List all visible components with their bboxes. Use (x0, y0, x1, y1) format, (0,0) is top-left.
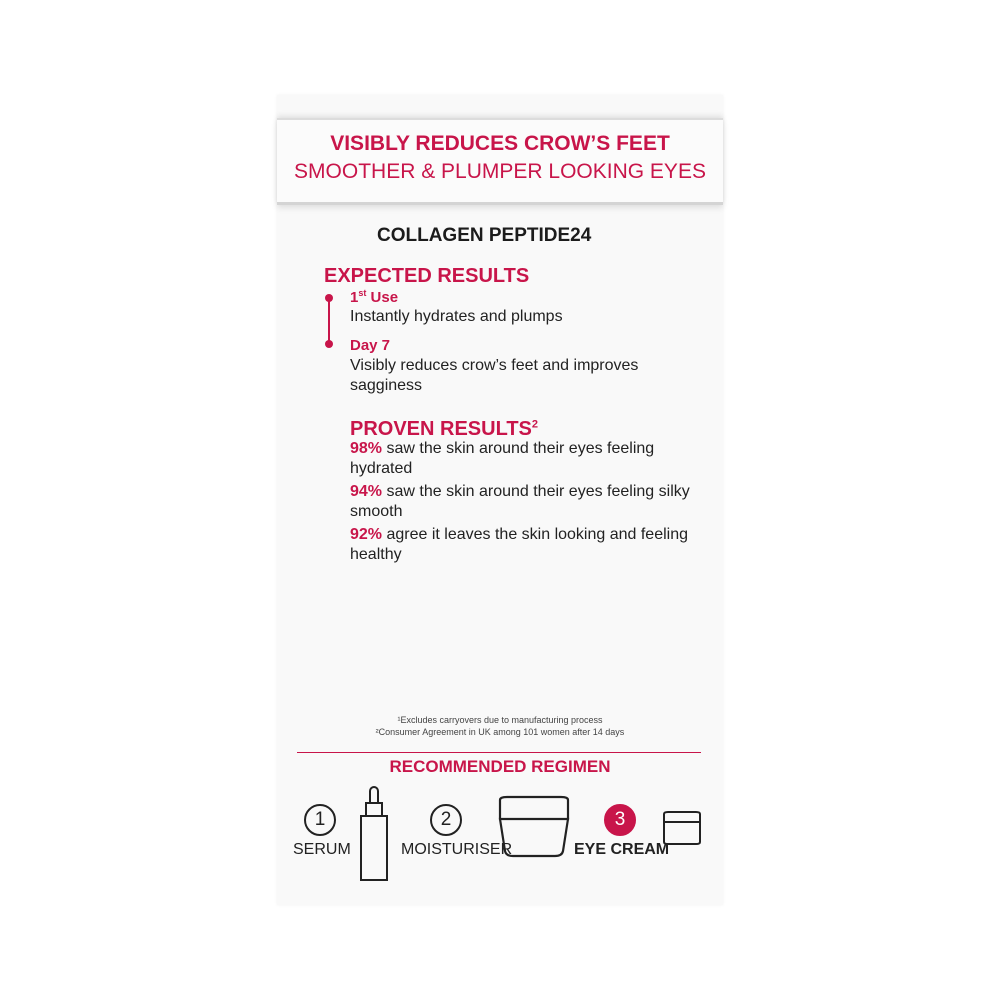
step-3-number: 3 (604, 804, 636, 836)
proven-item: 98% saw the skin around their eyes feeling hydrated (350, 440, 655, 477)
moisturiser-jar-icon (497, 795, 571, 859)
first-use-text: Instantly hydrates and plumps (350, 308, 563, 325)
product-name: COLLAGEN PEPTIDE24 (377, 225, 592, 246)
day7-label: Day 7 (350, 337, 391, 354)
subheadline: SMOOTHER & PLUMPER LOOKING EYES (294, 160, 706, 183)
first-use-label: 1st Use (350, 288, 399, 306)
footnote: ²Consumer Agreement in UK among 101 women after 14 days (375, 727, 625, 737)
timeline-line (328, 298, 330, 344)
expected-results-title: EXPECTED RESULTS (324, 265, 530, 287)
step-2-label: MOISTURISER (401, 841, 513, 858)
footnote: ¹Excludes carryovers due to manufacturing process (397, 715, 603, 725)
proven-item: 92% agree it leaves the skin looking and feeling healthy (350, 526, 689, 563)
eye-cream-jar-icon (662, 810, 702, 846)
day7-text: Visibly reduces crow’s feet and improves sagginess (350, 357, 639, 394)
proven-item: 94% saw the skin around their eyes feeling silky smooth (350, 483, 690, 520)
step-2-number: 2 (430, 804, 462, 836)
timeline-dot (325, 340, 333, 348)
divider (297, 752, 701, 753)
step-1-label: SERUM (293, 841, 351, 858)
serum-bottle-icon (358, 783, 390, 883)
step-1-number: 1 (304, 804, 336, 836)
regimen-title: RECOMMENDED REGIMEN (389, 757, 611, 776)
proven-results-title: PROVEN RESULTS$^2$ (350, 418, 538, 440)
headline: VISIBLY REDUCES CROW’S FEET (330, 132, 670, 155)
step-3-label: EYE CREAM (574, 841, 670, 858)
